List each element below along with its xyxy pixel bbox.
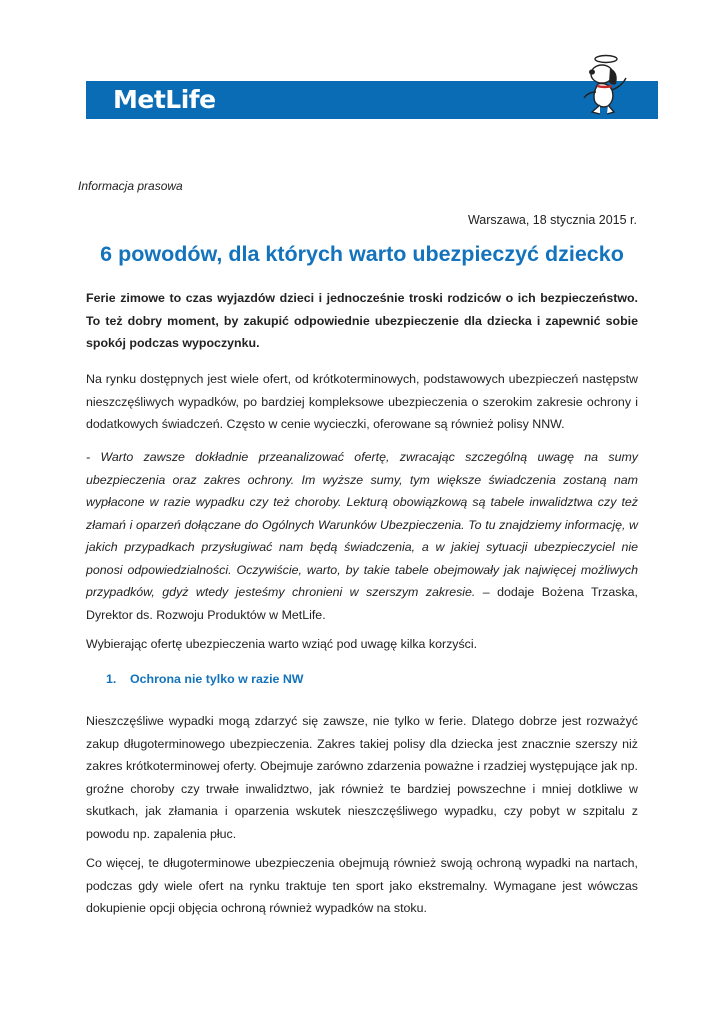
paragraph-ski-coverage: Co więcej, te długoterminowe ubezpieczenia obejmują również swoją ochroną wypadki na nartach, podczas gdy wiele ofert na rynku traktuje ten sport jako ekstremalny. Wymagane jest wówczas dokupienie opcji objęcia ochroną również wypadków na stoku. — [86, 856, 638, 915]
paragraph-benefits-intro: Wybierając ofertę ubezpieczenia warto wziąć pod uwagę kilka korzyści. — [86, 637, 478, 651]
page-title: 6 powodów, dla których warto ubezpieczyć dziecko — [100, 242, 624, 266]
paragraph-long-term-insurance: Nieszczęśliwe wypadki mogą zdarzyć się zawsze, nie tylko w ferie. Dlatego dobrze jest rozważyć zakup długoterminowego ubezpieczenia. Zakres takiej polisy dla dziecka jest znacznie szerszy niż zakres krótkoterminowej oferty. Obejmuje zarówno zdarzenia poważne i rzadziej występujące jak np. groźne choroby czy trwałe inwalidztwo, jak również te bardziej powszechne i mniej dotkliwe w skutkach, jak złamania i oparzenia wskutek nieszczęśliwego wypadku, czy pobyt w szpitalu z powodu np. zapalenia płuc. — [86, 714, 638, 841]
section-number: 1. — [106, 672, 117, 686]
section-title: Ochrona nie tylko w razie NW — [130, 672, 304, 686]
lead-paragraph: Ferie zimowe to czas wyjazdów dzieci i jednocześnie troski rodziców o ich bezpieczeństwo. To też dobry moment, by zakupić odpowiednie ubezpieczenie dla dziecka i zapewnić sobie spokój podczas wypoczynku. — [86, 291, 638, 350]
press-release-label: Informacja prasowa — [78, 179, 183, 193]
quote-paragraph — [86, 446, 638, 626]
quote-attribution: – dodaje Bożena Trzaska, Dyrektor ds. Rozwoju Produktów w MetLife. — [86, 585, 638, 622]
release-date: Warszawa, 18 stycznia 2015 r. — [467, 213, 637, 227]
metlife-logo: MetLife — [113, 85, 216, 114]
quote-text: - Warto zawsze dokładnie przeanalizować ofertę, zwracając szczególną uwagę na sumy ubezpieczenia oraz zakres ochrony. Im wyższe sumy, tym większe świadczenia zostaną nam wypłacone w razie wypadku czy też choroby. Lekturą obowiązkową są tabele inwalidztwa czy też złamań i oparzeń dołączane do Ogólnych Warunków Ubezpieczenia. To tu znajdziemy informację, w jakich przypadkach przysługiwać nam będą świadczenia, a w jakiej sytuacji ubezpieczyciel nie ponosi odpowiedzialności. Oczywiście, warto, by takie tabele obejmowały jak najwięcej możliwych przypadków, gdyż wtedy jesteśmy chronieni w szerszym zakresie. — [86, 450, 638, 599]
paragraph-offers: Na rynku dostępnych jest wiele ofert, od krótkoterminowych, podstawowych ubezpieczeń następstw nieszczęśliwych wypadków, po bardziej kompleksowe ubezpieczenia o szerokim zakresie ochrony i dodatkowych świadczeń. Często w cenie wycieczki, oferowane są również polisy NNW. — [86, 372, 638, 431]
section-heading-1 — [106, 672, 304, 686]
snoopy-icon — [576, 50, 636, 118]
